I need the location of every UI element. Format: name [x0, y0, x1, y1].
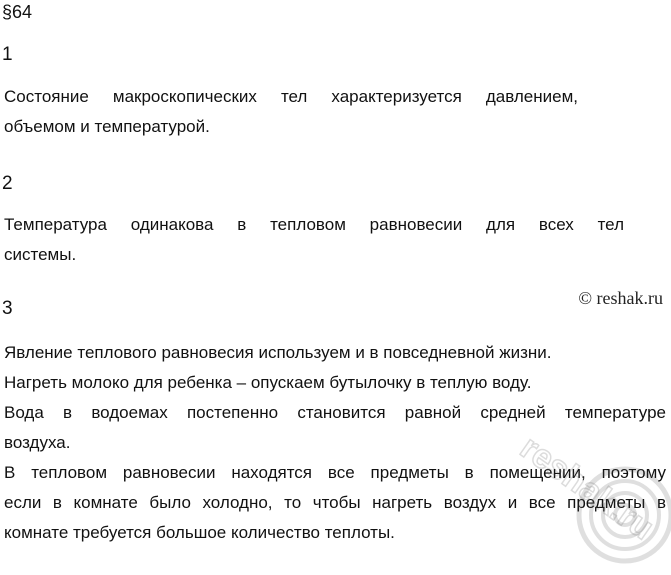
text-line: воздуха. [4, 433, 71, 452]
answer-paragraph-1 [4, 82, 578, 142]
text-line: системы. [4, 245, 77, 264]
text-line: если в комнате было холодно, то чтобы нагреть воздух и все предметы в [4, 493, 666, 512]
copyright-label: © reshak.ru [578, 288, 663, 308]
text-line: В тепловом равновесии находятся все предметы в помещении, поэтому [4, 463, 666, 482]
answer-paragraph-3 [4, 338, 666, 548]
text-line: Нагреть молоко для ребенка – опускаем бутылочку в теплую воду. [4, 373, 532, 392]
item-number-1: 1 [2, 44, 13, 65]
answer-paragraph-2 [4, 210, 624, 270]
text-line: объемом и температурой. [4, 117, 210, 136]
text-line: Вода в водоемах постепенно становится равной средней температуре [4, 403, 666, 422]
text-line: Состояние макроскопических тел характеризуется давлением, [4, 87, 578, 106]
watermark-lettering: reshak.ru [513, 428, 661, 548]
section-title: §64 [2, 2, 33, 22]
text-line: комнате требуется большое количество теплоты. [4, 523, 395, 542]
text-line: Температура одинакова в тепловом равновесии для всех тел [4, 215, 624, 234]
item-number-2: 2 [2, 173, 13, 194]
item-number-3: 3 [2, 298, 13, 319]
text-line: Явление теплового равновесия используем и в повседневной жизни. [4, 343, 552, 362]
